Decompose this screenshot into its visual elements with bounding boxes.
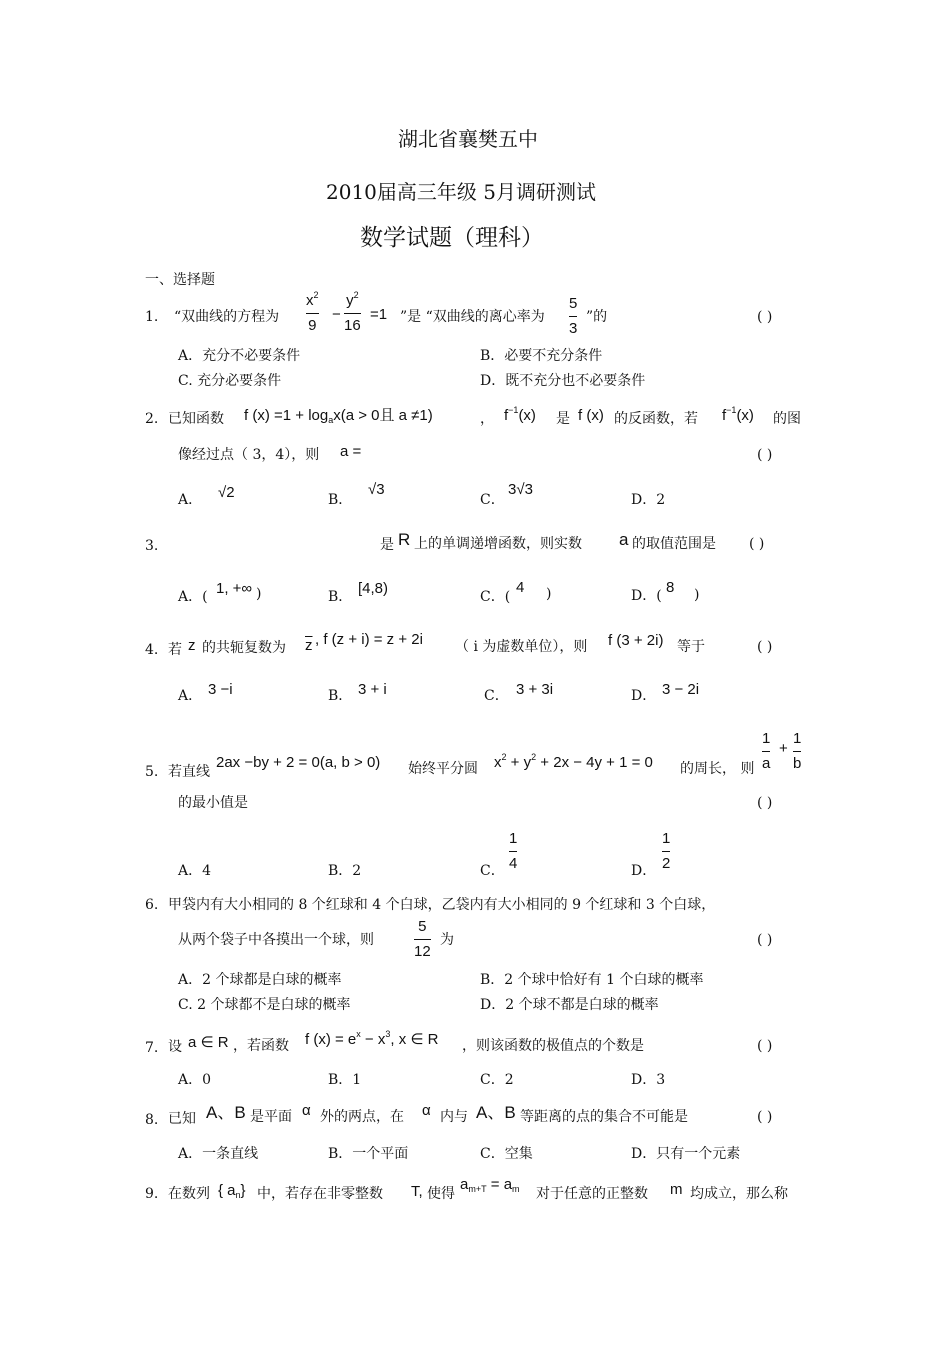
answer-paren: ( ) [749,536,765,552]
question-text: 始终平分圆 [408,761,478,777]
option-a: A．充分不必要条件 [178,348,301,364]
option-d: D．2 个球不都是白球的概率 [480,997,659,1013]
option-c: C．空集 [480,1146,533,1162]
question-text: 的共轭复数为 [202,640,286,656]
question-text: “双曲线的方程为 [174,309,280,325]
question-text: （ i 为虚数单位），则 [455,639,588,655]
question-text: 像经过点（ 3，4），则 [178,447,320,463]
option-d-label: D． [631,688,657,704]
option-d: D．2 [631,492,666,508]
z-conjugate: $\overline{z}$ [305,637,313,654]
answer-paren: ( ) [757,795,773,811]
inverse-function: $f^{-1}(x)$ [722,405,754,424]
question-text: 对于任意的正整数 [536,1186,648,1202]
answer-paren: ( ) [757,639,773,655]
question-text: ”的 [586,309,608,325]
option-a: A．2 个球都是白球的概率 [178,972,342,988]
option-c-label: C． [484,688,509,704]
section-heading: 一、选择题 [145,272,215,288]
option-a-close: ) [256,586,262,602]
circle-equation: $x^2 + y^2 + 2x - 4y + 1 = 0$ [494,752,653,771]
equation: , f (z + i) = z + 2i [315,631,423,648]
question-text: 使得 [427,1186,455,1202]
answer-paren: ( ) [757,1038,773,1054]
option-a: A．一条直线 [178,1146,259,1162]
sequence: { $a_n$} [218,1182,246,1200]
question-number: 1. [145,309,159,325]
option-a: 3 −i [208,681,233,698]
question-number: 4. [145,642,159,658]
plane-alpha: α [422,1102,431,1119]
answer-paren: ( ) [757,447,773,463]
question-text: 若直线 [168,764,210,780]
question-text: 从两个袋子中各摸出一个球，则 [178,932,374,948]
option-c: C. 2 个球都不是白球的概率 [178,997,351,1013]
question-text: 为 [440,932,454,948]
function-formula: f $(x) =1 + \log_ax(a > 0$且 a ≠1) [244,407,433,425]
minus-sign: − [332,306,341,323]
inverse-function: $f^{-1}(x)$ [504,405,536,424]
question-text: 是 [380,537,394,553]
option-b: 3 + i [358,681,387,698]
option-d-close: ) [694,587,700,603]
question-text: 内与 [440,1109,468,1125]
option-b: B．必要不充分条件 [480,348,603,364]
var-t: T, [411,1183,423,1200]
option-c: C. 充分必要条件 [178,373,282,389]
option-c: C．2 [480,1072,514,1088]
question-text: 若 [168,642,182,658]
option-d-label: D． [631,863,657,879]
question-text: 的取值范围是 [632,536,716,552]
question-number: 3. [145,538,159,554]
fraction-1-2: 1 2 [662,830,671,872]
fraction-5-12: 5 12 [414,918,431,960]
question-text: ”是 “双曲线的离心率为 [400,309,545,325]
option-d: D．既不充分也不必要条件 [480,373,646,389]
option-a-label: A． [178,688,203,704]
question-text: 是平面 [250,1109,292,1125]
option-a: √2 [218,484,235,501]
question-text: ，若函数 [233,1038,289,1054]
question-number: 9. [145,1186,159,1202]
option-a: A．0 [178,1072,212,1088]
option-b-label: B． [328,688,353,704]
option-c: 3√3 [508,481,533,498]
fraction-x2-9: $x^2$ 9 [306,290,319,334]
question-text: 已知函数 [168,411,224,427]
fraction-1-4: 1 4 [509,830,518,872]
real-set: R [398,530,411,549]
exam-title: 2010届高三年级 5月调研测试 [326,180,596,204]
answer-paren: ( ) [757,932,773,948]
question-text: 是 [556,411,570,427]
question-number: 5. [145,764,159,780]
option-d: 3 − 2i [662,681,700,698]
option-b: B．2 个球中恰好有 1 个白球的概率 [480,972,704,988]
option-c-label: C． [480,492,505,508]
fraction-5-3: 5 3 [569,295,578,337]
question-text: 均成立，那么称 [690,1186,788,1202]
option-b-label: B． [328,492,353,508]
option-d: D．只有一个元素 [631,1146,741,1162]
question-number: 7. [145,1040,159,1056]
question-number: 8. [145,1112,159,1128]
question-text: 等距离的点的集合不可能是 [520,1109,688,1125]
option-a-label: A． [178,492,203,508]
fraction-1-a: 1 a [762,730,771,772]
question-text: 的反函数，若 [614,411,698,427]
option-b: B．1 [328,1072,362,1088]
fraction-1-b: 1 b [793,730,802,772]
a-in-r: a ∈ R [188,1034,229,1051]
answer-paren: ( ) [757,1109,773,1125]
question-text: 的周长， 则 [680,761,755,777]
option-c-close: ) [546,586,552,602]
school-title: 湖北省襄樊五中 [398,127,538,151]
option-c-label: C． [480,863,505,879]
option-d-label: D．( [631,588,662,604]
question-number: 2. [145,411,159,427]
option-b-label: B． [328,589,353,605]
option-c-label: C．( [480,589,511,605]
option-b: √3 [368,481,385,498]
question-text: 甲袋内有大小相同的 8 个红球和 4 个白球，乙袋内有大小相同的 9 个红球和 3 个白球， [168,897,716,913]
option-c: 3 + 3i [516,681,554,698]
fraction-y2-16: $y^2$ 16 [344,290,361,334]
option-d: 8 [666,579,675,596]
option-a: 1, +∞ [216,580,253,597]
equals-one: =1 [370,306,388,323]
question-number: 6. [145,897,159,913]
plane-alpha: α [302,1102,311,1119]
question-text: 等于 [677,639,705,655]
var-a: a [619,530,629,549]
question-text: ，则该函数的极值点的个数是 [462,1038,644,1054]
a-equals: a = [340,443,362,460]
var-m: m [670,1181,683,1198]
comma: ， [480,411,494,427]
option-d: D．3 [631,1072,666,1088]
function-formula: f $(x) = e^x - x^3$, x ∈ R [305,1029,439,1048]
var-z: z [188,637,196,654]
line-equation: 2ax −by + 2 = 0(a, b > 0) [216,754,381,771]
question-text: 外的两点，在 [320,1109,404,1125]
plus-sign: + [779,740,788,757]
subject-title: 数学试题（理科） [360,225,544,251]
question-text: 的最小值是 [178,795,248,811]
question-text: 已知 [168,1111,196,1127]
option-b: B．一个平面 [328,1146,409,1162]
question-text: 设 [168,1039,182,1055]
option-a: A．4 [178,863,212,879]
option-c: 4 [516,579,525,596]
question-text: 的图 [773,411,801,427]
question-text: 在数列 [168,1186,210,1202]
answer-paren: ( ) [757,309,773,325]
option-b: B．2 [328,863,362,879]
function-fx: f (x) [578,407,604,424]
question-text: 上的单调递增函数，则实数 [414,536,582,552]
function-value: f (3 + 2i) [608,632,664,649]
option-b: [4,8) [358,580,389,597]
option-a-label: A．( [178,589,208,605]
points-ab: A、B [476,1103,516,1122]
question-text: 中，若存在非零整数 [257,1186,383,1202]
periodic-condition: $a_{m+T} = a_m$ [460,1176,520,1194]
points-ab: A、B [206,1103,246,1122]
